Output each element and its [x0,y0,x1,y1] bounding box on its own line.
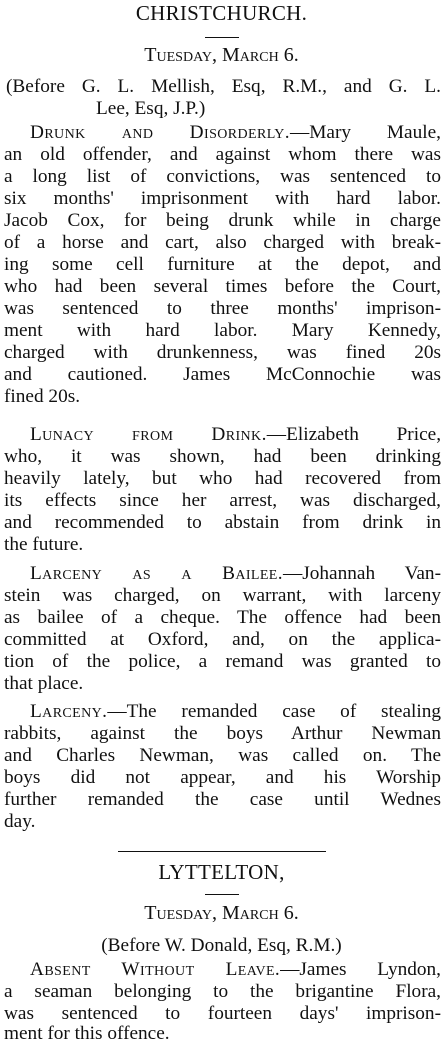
paragraph-line: committed at Oxford, and, on the applica- [4,629,441,650]
paragraph-text: —Johannah Van- [282,563,441,584]
paragraph-line: a long list of convictions, was sentenced to [4,166,441,187]
paragraph-line: charged with drunkenness, was fined 20s [4,342,441,363]
paragraph-heading: Larceny. [30,701,108,722]
paragraph-line: that place. [4,673,84,694]
paragraph-first-line [30,563,441,585]
court-date: Tuesday, March 6. [144,44,299,66]
paragraph-line: Jacob Cox, for being drunk while in charge [4,210,441,231]
paragraph-line: as bailee of a cheque. The offence had been [4,607,441,628]
before-line: (Before W. Donald, Esq, R.M.) [101,935,342,956]
paragraph-first-line [30,701,441,723]
paragraph-line: six months' imprisonment with hard labor. [4,188,441,209]
paragraph-line: stein was charged, on warrant, with larceny [4,585,441,606]
section-divider [118,851,326,852]
heading-divider [205,894,239,895]
paragraph-line: tion of the police, a remand was granted to [4,651,441,672]
paragraph-line: its effects since her arrest, was discharged, [4,490,441,511]
paragraph-first-line [30,122,441,144]
paragraph-line: an old offender, and against whom there was [4,144,441,165]
paragraph-text: —The remanded case of stealing [107,701,441,722]
section-heading-christchurch: CHRISTCHURCH. [135,1,308,25]
paragraph-text: —James Lyndon, [280,959,441,980]
paragraph-line: and Charles Newman, was called on. The [4,745,441,766]
paragraph-text: —Elizabeth Price, [266,424,442,445]
paragraph-line: a seaman belonging to the brigantine Flora, [4,981,441,1002]
paragraph-text: —Mary Maule, [289,122,441,143]
paragraph-line: who had been several times before the Court, [4,276,441,297]
paragraph-line: of a horse and cart, also charged with break- [4,232,441,253]
paragraph-line: and cautioned. James McConnochie was [4,364,441,385]
paragraph-first-line [30,424,441,446]
paragraph-heading: Lunacy from Drink. [30,424,267,445]
paragraph-heading: Absent Without Leave. [30,959,281,980]
paragraph-line: was sentenced to fourteen days' imprison- [4,1003,441,1024]
section-heading-lyttelton: LYTTELTON, [158,860,285,884]
paragraph-line: the future. [4,534,84,555]
heading-divider [205,37,239,38]
paragraph-heading: Drunk and Disorderly. [30,122,290,143]
paragraph-line: and recommended to abstain from drink in [4,512,441,533]
paragraph-line: boys did not appear, and his Worship [4,767,441,788]
paragraph-line: fined 20s. [4,386,81,407]
paragraph-line: day. [4,811,36,832]
paragraph-line: was sentenced to three months' imprison- [4,298,441,319]
paragraph-line: ment with hard labor. Mary Kennedy, [4,320,441,341]
paragraph-line: who, it was shown, had been drinking [4,446,441,467]
before-line: (Before G. L. Mellish, Esq, R.M., and G. L. [6,76,441,97]
court-date: Tuesday, March 6. [144,902,299,924]
paragraph-heading: Larceny as a Bailee. [30,563,283,584]
paragraph-line: ing some cell furniture at the depot, and [4,254,441,275]
paragraph-line: ment for this offence. [4,1023,170,1044]
paragraph-line: rabbits, against the boys Arthur Newman [4,723,441,744]
paragraph-line: heavily lately, but who had recovered from [4,468,441,489]
paragraph-first-line [30,959,441,981]
before-line: Lee, Esq, J.P.) [96,98,206,119]
paragraph-line: further remanded the case until Wednes [4,789,441,810]
